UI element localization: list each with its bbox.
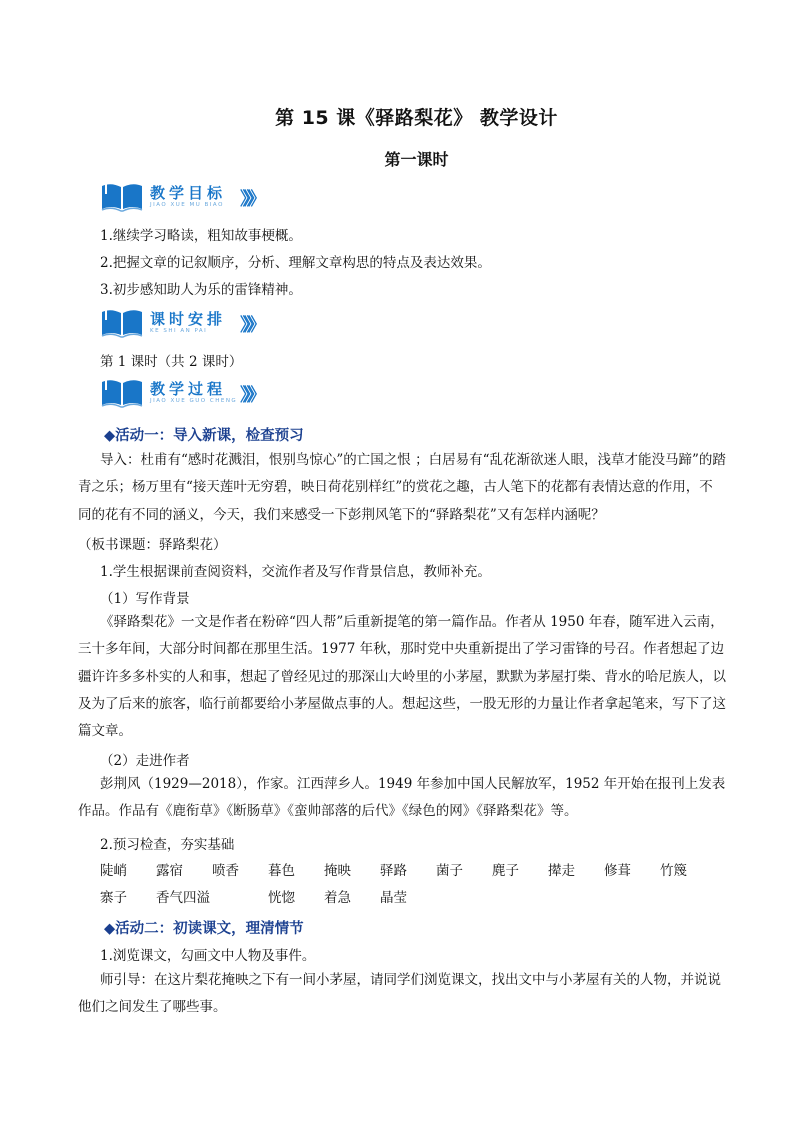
vocab-word: 暮色 <box>268 863 295 879</box>
guide-paragraph: 师引导：在这片梨花掩映之下有一间小茅屋，请同学们浏览课文，找出文中与小茅屋有关的人物，并说说他们之间发生了哪些事。 <box>78 972 721 1016</box>
vocab-word: 竹篾 <box>660 863 687 879</box>
step-text: 1.浏览课文，勾画文中人物及事件。 <box>100 948 316 964</box>
vocab-word: 晶莹 <box>380 890 407 906</box>
schedule-text: 第 1 课时（共 2 课时） <box>100 354 243 370</box>
chevrons-icon: 》》》 <box>240 385 261 406</box>
step-text: 2.预习检查，夯实基础 <box>100 837 235 853</box>
section-header-goals <box>100 182 280 216</box>
section-title: 教学过程 <box>150 380 227 398</box>
vocab-word: 掩映 <box>324 863 351 879</box>
goal-item: 1.继续学习略读，粗知故事梗概。 <box>100 228 302 244</box>
section-title: 教学目标 <box>150 184 227 202</box>
board-note: （板书课题：驿路梨花） <box>78 537 227 553</box>
vocab-word: 寨子 <box>100 890 127 906</box>
intro-paragraph: 导入：杜甫有“感时花溅泪，恨别鸟惊心”的亡国之恨 ；白居易有“乱花渐欲迷人眼，浅草才能没马蹄”的踏青之乐；杨万里有“接天莲叶无穷碧，映日荷花别样红”的赏花之趣，古人笔下的花都有表情达意的作用，不同的花有不同的涵义，今天，我们来感受一下彭荆风笔下的“驿路梨花”又有怎样内涵呢？ <box>78 452 726 523</box>
book-icon <box>100 308 144 338</box>
vocab-word: 着急 <box>324 890 351 906</box>
vocab-word: 麂子 <box>492 863 519 879</box>
section-pinyin: JIAO XUE GUO CHENG <box>150 398 238 404</box>
vocab-word: 恍惚 <box>268 890 295 906</box>
page-title: 第 15 课《驿路梨花》 教学设计 <box>275 107 558 129</box>
chevrons-icon: 》》》 <box>240 315 261 336</box>
vocab-word: 撵走 <box>548 863 575 879</box>
goal-item: 2.把握文章的记叙顺序，分析、理解文章构思的特点及表达效果。 <box>100 255 491 271</box>
vocab-word: 修葺 <box>604 863 631 879</box>
section-header-schedule <box>100 308 280 342</box>
section-header-process <box>100 378 280 412</box>
step-text: 1.学生根据课前查阅资料，交流作者及写作背景信息，教师补充。 <box>100 564 491 580</box>
subheading: （1）写作背景 <box>100 591 190 607</box>
subheading: （2）走进作者 <box>100 753 190 769</box>
book-icon <box>100 182 144 212</box>
vocab-word: 驿路 <box>380 863 407 879</box>
chevrons-icon: 》》》 <box>240 189 261 210</box>
vocab-word: 陡峭 <box>100 863 127 879</box>
activity-heading: ◆活动二：初读课文，理清情节 <box>104 921 304 937</box>
vocab-word: 菌子 <box>436 863 463 879</box>
goal-item: 3.初步感知助人为乐的雷锋精神。 <box>100 282 302 298</box>
book-icon <box>100 378 144 408</box>
background-paragraph: 《驿路梨花》一文是作者在粉碎“四人帮”后重新提笔的第一篇作品。作者从 1950 年春，随军进入云南，三十多年间，大部分时间都在那里生活。1977 年秋，那时党中央重新提出了学习雷锋的号召。作者想起了边疆许许多多朴实的人和事，想起了曾经见过的那深山大岭里的小茅屋，默默为茅屋打柴、背水的哈尼族人，以及为了后来的旅客，临行前都要给小茅屋做点事的人。想起这些，一股无形的力量让作者拿起笔来，写下了这篇文章。 <box>78 614 726 740</box>
section-pinyin: KE SHI AN PAI <box>150 328 208 334</box>
activity-heading: ◆活动一：导入新课，检查预习 <box>104 428 304 444</box>
vocab-word: 香气四溢 <box>156 890 210 906</box>
author-paragraph: 彭荆风（1929—2018），作家。江西萍乡人。1949 年参加中国人民解放军，1952 年开始在报刊上发表作品。作品有《鹿衔草》《断肠草》《蛮帅部落的后代》《绿色的网》《驿路梨花》等。 <box>78 776 726 820</box>
section-pinyin: JIAO XUE MU BIAO <box>150 202 224 208</box>
section-title: 课时安排 <box>150 310 227 328</box>
vocab-word: 露宿 <box>156 863 183 879</box>
page-subtitle: 第一课时 <box>384 150 449 169</box>
vocab-word: 喷香 <box>212 863 239 879</box>
